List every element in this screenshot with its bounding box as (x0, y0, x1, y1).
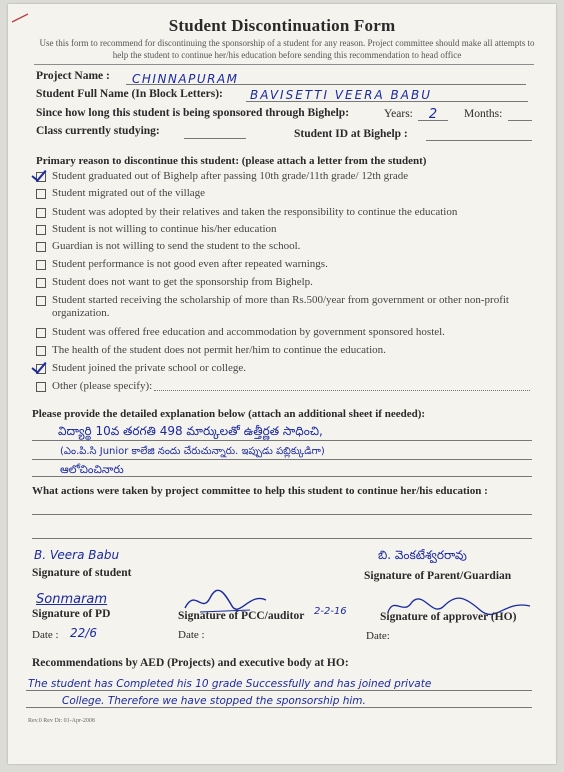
project-name-label: Project Name : (36, 70, 110, 82)
form-sheet (8, 4, 556, 764)
form-title: Student Discontinuation Form (168, 16, 396, 35)
explanation-label: Please provide the detailed explanation below (attach an additional sheet if needed): (32, 408, 426, 420)
recommendations-line-2[interactable] (26, 691, 532, 708)
explanation-text-3: ఆలోచించినారు (60, 463, 124, 476)
date-label-pd: Date : (32, 629, 59, 641)
reason-checkbox[interactable] (36, 172, 46, 182)
explanation-line-3[interactable] (32, 460, 532, 477)
reason-item[interactable] (36, 223, 526, 236)
actions-line-1[interactable] (32, 498, 532, 515)
actions-line-2[interactable] (32, 522, 532, 539)
pd-signature-label: Signature of PD (32, 608, 111, 620)
reason-checkbox[interactable] (36, 364, 46, 374)
student-signature-label: Signature of student (32, 567, 132, 579)
reason-item[interactable] (36, 294, 516, 320)
date-label-pcc: Date : (178, 629, 205, 641)
reasons-heading: Primary reason to discontinue this student: (please attach a letter from the student) (36, 155, 427, 167)
reason-text: Other (please specify): (52, 380, 153, 392)
reason-item[interactable] (36, 362, 526, 375)
reason-text: Student started receiving the scholarship of more than Rs.500/year from government or other non-profit organization. (52, 294, 509, 319)
pcc-date-hand: 2-2-16 (314, 606, 347, 617)
pcc-signature-label: Signature of PCC/auditor (178, 610, 305, 622)
form-intro: Use this form to recommend for discontinuing the sponsorship of a student for any reason. Project committee should make all attempts to help the student to continue her/his education before sending this recommendation to head office (39, 38, 535, 60)
reason-item[interactable] (36, 258, 526, 271)
approver-signature-label: Signature of approver (HO) (380, 611, 517, 623)
date-label-approver: Date: (366, 630, 390, 642)
reason-text: Student was offered free education and accommodation by government sponsored hostel. (52, 326, 445, 338)
recommendations-label: Recommendations by AED (Projects) and executive body at HO: (32, 657, 349, 669)
pd-signature: Sonmaram (36, 592, 108, 607)
class-field[interactable] (184, 124, 246, 139)
reason-item[interactable] (36, 170, 526, 183)
reason-text: Student performance is not good even after repeated warnings. (52, 258, 328, 270)
years-field[interactable] (418, 105, 448, 121)
reason-item[interactable] (36, 187, 526, 200)
months-label: Months: (464, 108, 503, 120)
years-label: Years: (384, 108, 413, 120)
student-signature: B. Veera Babu (34, 548, 120, 562)
explanation-line-2[interactable] (32, 441, 532, 460)
reason-item[interactable] (36, 380, 526, 393)
date-value-pd: 22/6 (70, 626, 97, 640)
reason-checkbox[interactable] (36, 208, 46, 218)
reason-text: Student migrated out of the village (52, 187, 206, 199)
reason-item[interactable] (36, 344, 526, 357)
other-reason-field[interactable] (154, 390, 530, 391)
explanation-text-2: (ఎం.పి.సి Junior కాలేజి నందు చేరుచున్నారు. ఇప్పుడు పబ్లిక్కుడిగా) (60, 446, 325, 457)
reason-text: Student is not willing to continue his/her education (52, 223, 277, 235)
actions-label: What actions were taken by project committee to help this student to continue her/his education : (32, 485, 488, 497)
reason-checkbox[interactable] (36, 242, 46, 252)
reason-text: The health of the student does not permit her/him to continue the education. (52, 344, 386, 356)
reason-checkbox[interactable] (36, 382, 46, 392)
reason-text: Student joined the private school or college. (52, 362, 246, 374)
explanation-text-1: విద్యార్థి 10వ తరగతి 498 మార్కులతో ఉత్తీర్ణత సాధించి, (58, 424, 323, 438)
recommendations-text-2: College. Therefore we have stopped the sponsorship him. (62, 695, 366, 707)
project-name-field[interactable] (126, 70, 526, 85)
parent-signature: బి. వెంకటేశ్వరరావు (378, 548, 467, 562)
recommendations-line-1[interactable] (26, 674, 532, 691)
years-value: 2 (428, 107, 438, 122)
reason-text: Guardian is not willing to send the student to the school. (52, 240, 301, 252)
project-name-value: CHINNAPURAM (132, 72, 239, 86)
reason-checkbox[interactable] (36, 296, 46, 306)
class-label: Class currently studying: (36, 125, 160, 137)
reason-text: Student was adopted by their relatives and taken the responsibility to continue the education (52, 206, 458, 218)
sponsored-since-label: Since how long this student is being sponsored through Bighelp: (36, 107, 350, 119)
reason-item[interactable] (36, 276, 526, 289)
student-name-value: BAVISETTI VEERA BABU (250, 88, 432, 102)
reason-checkbox[interactable] (36, 346, 46, 356)
reason-item[interactable] (36, 206, 526, 219)
reason-checkbox[interactable] (36, 225, 46, 235)
student-name-label: Student Full Name (In Block Letters): (36, 88, 223, 100)
reason-text: Student does not want to get the sponsorship from Bighelp. (52, 276, 313, 288)
staple-mark (10, 12, 32, 26)
explanation-line-1[interactable] (32, 422, 532, 441)
months-field[interactable] (508, 105, 532, 121)
student-id-field[interactable] (426, 126, 532, 141)
reason-checkbox[interactable] (36, 189, 46, 199)
reason-checkbox[interactable] (36, 278, 46, 288)
reason-item[interactable] (36, 326, 526, 339)
student-id-label: Student ID at Bighelp : (294, 128, 408, 140)
revision-footer: Rev.0 Rev Dt: 01-Apr-2008 (28, 718, 95, 724)
reason-checkbox[interactable] (36, 328, 46, 338)
student-name-field[interactable] (246, 86, 528, 102)
recommendations-text-1: The student has Completed his 10 grade Successfully and has joined private (28, 678, 432, 690)
reason-checkbox[interactable] (36, 260, 46, 270)
header-divider (34, 64, 534, 65)
reason-text: Student graduated out of Bighelp after passing 10th grade/11th grade/ 12th grade (52, 170, 409, 182)
reason-item[interactable] (36, 240, 526, 253)
parent-signature-label: Signature of Parent/Guardian (364, 570, 512, 582)
